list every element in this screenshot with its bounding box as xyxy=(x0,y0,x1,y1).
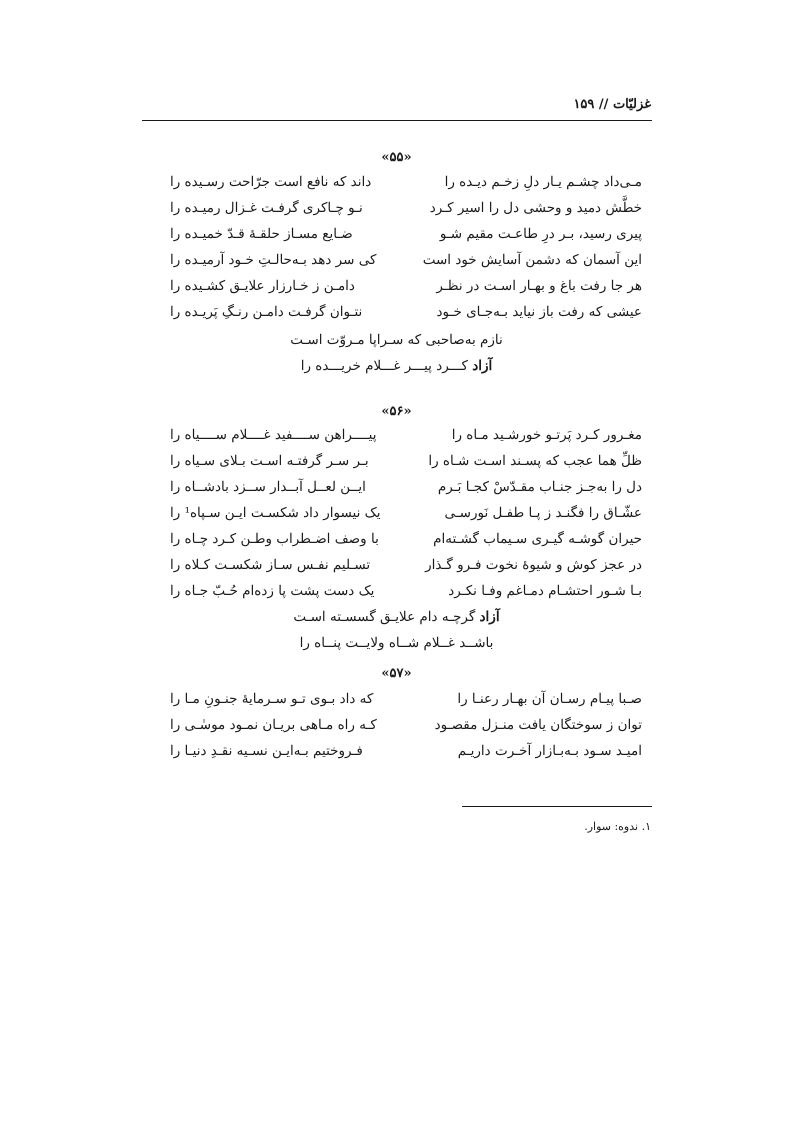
couplet xyxy=(170,741,642,767)
hemistich-second: فـروختیم بـه‌ایـن نسـیه نقـدِ دنیـا را xyxy=(170,743,363,759)
hemistich-second: یک دست پشت پا زده‌ام حُـبّ جـاه را xyxy=(170,583,375,599)
closing-text: کـــرد پیـــر غـــلام خریـــده را xyxy=(300,358,473,374)
couplet xyxy=(170,581,642,607)
hemistich-second: نتـوان گرفـت دامـن رنـگِ پَریـده را xyxy=(170,304,363,320)
footnote: ۱. ندوه: سوار. xyxy=(584,820,651,833)
hemistich-first: عیشی که رفت باز نیاید بـه‌جـای خـود xyxy=(436,304,642,320)
couplet xyxy=(170,689,642,715)
hemistich-second: کی سر دهد بـه‌حالـتِ خـود آرمیـده را xyxy=(170,252,377,268)
poem-number: «۵۷» xyxy=(381,666,412,681)
couplet xyxy=(170,224,642,250)
hemistich-first: بـا شـور احتشـام دمـاغم وفـا نکـرد xyxy=(448,583,642,599)
hemistich-second: کـه راه مـاهی بریـان نمـود موسٰـی را xyxy=(170,717,377,733)
closing-line xyxy=(0,633,793,653)
couplet xyxy=(170,451,642,477)
couplet xyxy=(170,529,642,555)
running-head: غزلیّات // ۱۵۹ xyxy=(573,97,651,112)
closing-text: گرچـه دام علایـق گسسـته اسـت xyxy=(293,609,480,625)
hemistich-second: ایــن لعــل آبــدار ســزد بادشــاه را xyxy=(170,479,366,495)
couplet xyxy=(170,302,642,328)
hemistich-second: داند که نافع است جرّاحت رسـیده را xyxy=(170,174,372,190)
closing-text: باشــد غــلام شــاه ولایــت پنــاه را xyxy=(299,635,494,651)
couplet xyxy=(170,276,642,302)
hemistich-first: این آسمان که دشمن آسایش خود است xyxy=(422,252,642,268)
footnote-rule xyxy=(462,806,652,807)
poem-number: «۵۵» xyxy=(381,150,412,165)
hemistich-second: پیــــراهن ســــفید غــــلام ســــیاه را xyxy=(170,427,377,443)
hemistich-first: پیری رسید، بـر درِ طاعـت مقیم شـو xyxy=(439,226,642,242)
poem-number: «۵۶» xyxy=(381,404,412,419)
hemistich-second: که داد بـوی تـو سـرمایهٔ جنـونِ مـا را xyxy=(170,691,374,707)
hemistich-first: صـبا پیـام رسـان آن بهـار رعنـا را xyxy=(457,691,642,707)
poet-name: آزاد xyxy=(472,358,493,374)
header-rule xyxy=(142,120,652,121)
closing-line xyxy=(0,607,793,627)
hemistich-first: حیران گوشـه گیـری سـیماب گشـته‌ام xyxy=(433,531,642,547)
hemistich-first: ظلِّ هما عجب که پسـند اسـت شـاه را xyxy=(428,453,642,469)
couplet xyxy=(170,198,642,224)
closing-text: نازم به‌صاحبی که سـراپا مـروّت اسـت xyxy=(290,332,503,348)
couplet xyxy=(170,250,642,276)
hemistich-first: هر جا رفت باغ و بهـار اسـت در نظـر xyxy=(436,278,642,294)
hemistich-first: مغـرور کـرد پَرتـو خورشـید مـاه را xyxy=(451,427,642,443)
poet-name: آزاد xyxy=(479,609,500,625)
hemistich-first: عشّـاق را فگنـد ز پـا طفـل نَورسـی xyxy=(444,505,642,521)
hemistich-first: خطَّش دمید و وحشی دل را اسیر کـرد xyxy=(429,200,642,216)
hemistich-second: بـر سـر گرفتـه اسـت بـلای سـیاه را xyxy=(170,453,369,469)
hemistich-second: تسـلیم نفـس سـاز شکسـت کـلاه را xyxy=(170,557,371,573)
couplet xyxy=(170,715,642,741)
hemistich-second: دامـن ز خـارزار علایـق کشـیده را xyxy=(170,278,355,294)
closing-line xyxy=(0,330,793,350)
couplet xyxy=(170,172,642,198)
hemistich-first: مـی‌داد چشـم یـار دلِ زخـم دیـده را xyxy=(444,174,642,190)
couplet xyxy=(170,425,642,451)
hemistich-second: ضـایع مسـاز حلقـهٔ قـدّ خمیـده را xyxy=(170,226,353,242)
hemistich-first: امیـد سـود بـه‌بـازار آخـرت داریـم xyxy=(457,743,642,759)
hemistich-second: یک نیسوار داد شکسـت ایـن سـپاه¹ را xyxy=(170,505,381,521)
hemistich-second: با وصف اضـطراب وطـن کـرد چـاه را xyxy=(170,531,379,547)
hemistich-first: در عجز کوش و شیوهٔ نخوت فـرو گـذار xyxy=(425,557,642,573)
hemistich-second: نـو چـاکری گرفـت غـزال رمیـده را xyxy=(170,200,363,216)
hemistich-first: دل را به‌جـز جنـاب مقـدّسْ کجـا بَـرم xyxy=(437,479,642,495)
couplet xyxy=(170,503,642,529)
hemistich-first: توان ز سوختگان یافت منـزل مقصـود xyxy=(434,717,642,733)
couplet xyxy=(170,555,642,581)
couplet xyxy=(170,477,642,503)
closing-line xyxy=(0,356,793,376)
